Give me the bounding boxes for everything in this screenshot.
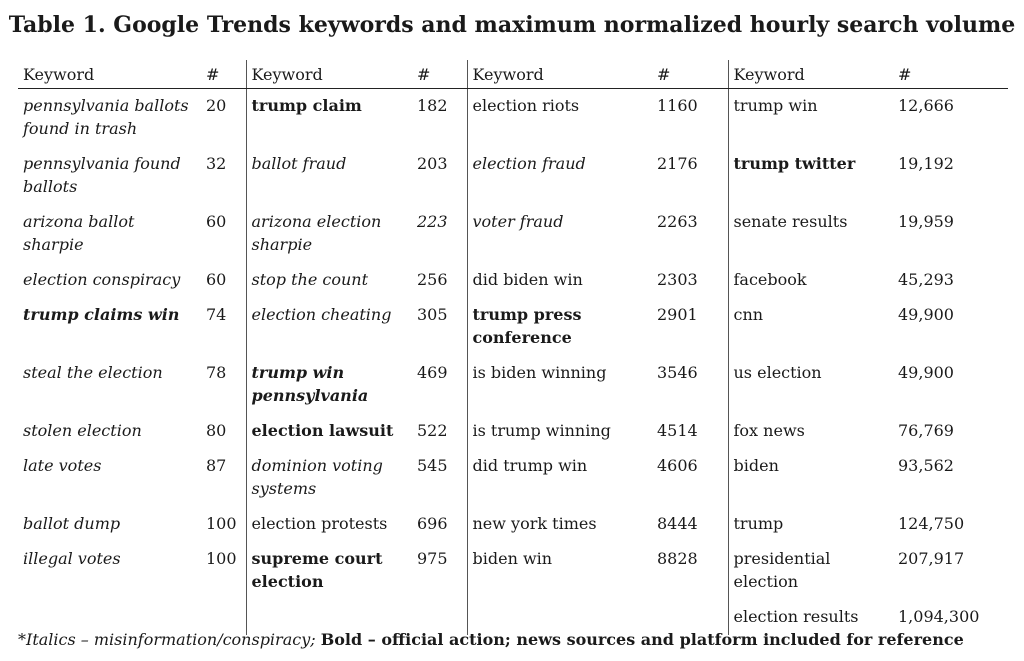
- keyword-cell: arizona ballot sharpie: [23, 212, 135, 254]
- table-row: [18, 414, 1008, 449]
- keyword-cell: arizona election sharpie: [251, 212, 382, 254]
- count-cell: 4514: [652, 414, 728, 449]
- keyword-cell: biden win: [472, 549, 553, 568]
- keyword-cell: biden: [733, 456, 779, 475]
- count-cell: 2303: [652, 263, 728, 298]
- count-cell: 2263: [652, 205, 728, 263]
- count-cell: 49,900: [898, 305, 954, 324]
- keyword-cell: trump press conference: [472, 305, 582, 347]
- count-cell: 203: [412, 147, 467, 205]
- count-cell: 1160: [652, 89, 728, 148]
- table-row: [18, 147, 1008, 205]
- count-cell: 32: [201, 147, 246, 205]
- footnote-bold: Bold – official action; news sources and platform included for reference: [320, 630, 964, 649]
- keyword-cell: trump claim: [251, 96, 362, 115]
- keyword-cell: election conspiracy: [23, 270, 181, 289]
- count-cell: 223: [412, 205, 467, 263]
- count-cell: 8828: [652, 542, 728, 600]
- count-cell: 93,562: [898, 456, 954, 475]
- keyword-cell: supreme court election: [251, 549, 383, 591]
- keyword-cell: facebook: [733, 270, 807, 289]
- header-keyword: Keyword: [246, 60, 412, 89]
- count-cell: 8444: [652, 507, 728, 542]
- keyword-cell: ballot dump: [23, 514, 121, 533]
- table-row: [18, 356, 1008, 414]
- header-count: #: [412, 60, 467, 89]
- keyword-cell: voter fraud: [472, 212, 564, 231]
- count-cell: 49,900: [898, 363, 954, 382]
- keyword-cell: trump win pennsylvania: [251, 363, 369, 405]
- keyword-cell: election results: [733, 607, 859, 626]
- count-cell: 182: [412, 89, 467, 148]
- count-cell: 12,666: [898, 96, 954, 115]
- footnote-italic: *Italics – misinformation/conspiracy;: [18, 630, 316, 649]
- keyword-cell: election cheating: [251, 305, 392, 324]
- count-cell: 3546: [652, 356, 728, 414]
- count-cell: 20: [201, 89, 246, 148]
- count-cell: 2176: [652, 147, 728, 205]
- count-cell: 4606: [652, 449, 728, 507]
- count-cell: 2901: [652, 298, 728, 356]
- table-row: [18, 89, 1008, 148]
- count-cell: 19,192: [898, 154, 954, 173]
- header-count: #: [201, 60, 246, 89]
- keyword-cell: late votes: [23, 456, 102, 475]
- count-cell: 256: [412, 263, 467, 298]
- keyword-cell: cnn: [733, 305, 764, 324]
- table-row: [18, 449, 1008, 507]
- count-cell: 469: [412, 356, 467, 414]
- header-row: [18, 60, 1008, 89]
- count-cell: 100: [201, 507, 246, 542]
- count-cell: 87: [201, 449, 246, 507]
- count-cell: 1,094,300: [898, 607, 980, 626]
- keyword-cell: steal the election: [23, 363, 163, 382]
- keyword-cell: dominion voting systems: [251, 456, 383, 498]
- keyword-cell: us election: [733, 363, 822, 382]
- keyword-cell: election fraud: [472, 154, 586, 173]
- keyword-cell: election riots: [472, 96, 580, 115]
- table-row: [18, 298, 1008, 356]
- keyword-cell: pennsylvania ballots found in trash: [23, 96, 189, 138]
- count-cell: 207,917: [898, 549, 965, 568]
- count-cell: 19,959: [898, 212, 954, 231]
- keyword-cell: illegal votes: [23, 549, 121, 568]
- keyword-cell: election lawsuit: [251, 421, 394, 440]
- keyword-cell: trump: [733, 514, 784, 533]
- count-cell: 124,750: [898, 514, 965, 533]
- table-row: [18, 542, 1008, 600]
- header-count: #: [893, 60, 1008, 89]
- count-cell: 696: [412, 507, 467, 542]
- header-count: #: [652, 60, 728, 89]
- keyword-cell: stop the count: [251, 270, 369, 289]
- count-cell: 60: [201, 263, 246, 298]
- keyword-table: [18, 60, 1008, 635]
- keyword-cell: trump twitter: [733, 154, 856, 173]
- count-cell: 522: [412, 414, 467, 449]
- count-cell: 78: [201, 356, 246, 414]
- keyword-cell: is biden winning: [472, 363, 607, 382]
- keyword-cell: did trump win: [472, 456, 588, 475]
- keyword-cell: election protests: [251, 514, 388, 533]
- count-cell: 305: [412, 298, 467, 356]
- keyword-cell: presidential election: [733, 549, 831, 591]
- keyword-cell: pennsylvania found ballots: [23, 154, 181, 196]
- header-keyword: Keyword: [728, 60, 893, 89]
- keyword-cell: ballot fraud: [251, 154, 347, 173]
- header-keyword: Keyword: [18, 60, 201, 89]
- count-cell: 80: [201, 414, 246, 449]
- keyword-cell: trump win: [733, 96, 818, 115]
- table-row: [18, 263, 1008, 298]
- footnote: [18, 630, 964, 649]
- keyword-cell: trump claims win: [23, 305, 180, 324]
- keyword-cell: senate results: [733, 212, 848, 231]
- count-cell: 975: [412, 542, 467, 600]
- table-row: [18, 507, 1008, 542]
- header-keyword: Keyword: [467, 60, 652, 89]
- count-cell: 545: [412, 449, 467, 507]
- keyword-cell: stolen election: [23, 421, 142, 440]
- table-row: [18, 205, 1008, 263]
- keyword-cell: fox news: [733, 421, 805, 440]
- count-cell: 45,293: [898, 270, 954, 289]
- keyword-cell: new york times: [472, 514, 597, 533]
- count-cell: 60: [201, 205, 246, 263]
- count-cell: 100: [201, 542, 246, 600]
- count-cell: 74: [201, 298, 246, 356]
- keyword-cell: is trump winning: [472, 421, 611, 440]
- table-title: Table 1. Google Trends keywords and maximum normalized hourly search volume: [8, 12, 1016, 38]
- keyword-cell: did biden win: [472, 270, 583, 289]
- count-cell: 76,769: [898, 421, 954, 440]
